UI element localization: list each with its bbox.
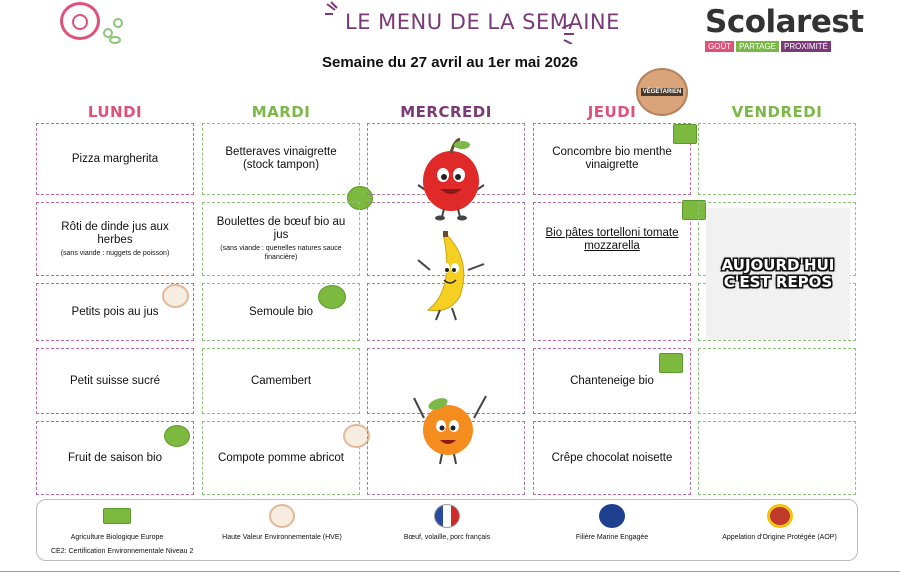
tagline-gout: GOÛT [705,41,734,52]
aop-icon [767,504,793,528]
brand-name: Scolarest [705,4,864,40]
ab-europe-icon [659,353,683,373]
bottom-divider [0,571,900,572]
dish-alternative: (sans viande : nuggets de poisson) [60,249,170,257]
menu-cell-jeudi-dessert [533,421,691,495]
menu-cell-jeudi-garniture [533,283,691,341]
dish-label: Petit suisse sucré [69,374,161,387]
ab-europe-icon [673,124,697,144]
menu-cell-jeudi-plat [533,202,691,276]
legend-label: Agriculture Biologique Europe [70,534,164,541]
ab-europe-icon [164,425,190,447]
day-header-mardi: MARDI [251,103,311,121]
menu-cell-lundi-plat [36,202,194,276]
legend-item-marine [547,504,677,541]
legend-label: Appelation d'Origine Protégée (AOP) [722,534,837,541]
dish-label: Boulettes de bœuf bio au jus [216,216,346,241]
legend-note: CE2: Certification Environnementale Niveau 2 [51,548,194,555]
legend-item-ab [47,508,187,541]
dish-label: Semoule bio [249,305,313,318]
hve-icon [343,424,370,448]
dish-label: Petits pois au jus [71,305,159,318]
menu-cell-lundi-fromage [36,348,194,414]
week-subtitle: Semaine du 27 avril au 1er mai 2026 [322,54,578,71]
day-header-jeudi: JEUDI [587,103,637,121]
school-seal-icon [60,2,100,40]
day-header-lundi: LUNDI [87,103,143,121]
dish-label: Bio pâtes tortelloni tomate mozzarella [545,227,679,252]
menu-cell-vendredi-4 [698,348,856,414]
dish-label: Camembert [250,374,312,387]
menu-cell-lundi-entree [36,123,194,195]
dish-label: Rôti de dinde jus aux herbes [61,220,169,246]
apple-mascot-icon [410,135,492,221]
leaf-doodle-icon [101,16,125,46]
repos-text: AUJOURD'HUI C'EST REPOS [721,256,835,291]
vegetarian-badge-label: VÉGÉTARIEN [642,89,682,95]
tagline-partage: PARTAGE [736,41,779,52]
day-header-mercredi: MERCREDI [400,103,492,121]
menu-cell-mardi-fromage [202,348,360,414]
dish-label: Betteraves vinaigrette [225,146,337,158]
hve-icon [162,284,189,308]
legend-item-aop [707,504,852,541]
orange-mascot-icon [406,388,492,468]
dish-alternative: (sans viande : quenelles natures sauce financière) [220,245,342,261]
title-sparkle-left-icon [323,0,347,22]
repos-banner [706,208,850,340]
menu-cell-mardi-dessert [202,421,360,495]
menu-cell-mardi-plat [202,202,360,276]
scolarest-logo [705,4,864,52]
dish-label: Fruit de saison bio [68,451,162,464]
menu-cell-jeudi-entree [533,123,691,195]
menu-cell-vendredi-5 [698,421,856,495]
dish-label: Compote pomme abricot [218,451,344,464]
legend-item-france [382,504,512,541]
dish-label: Crêpe chocolat noisette [551,451,673,464]
dish-label: Pizza margherita [71,152,159,165]
menu-cell-vendredi-1 [698,123,856,195]
tagline-proximite: PROXIMITÉ [781,41,831,52]
ab-europe-icon [103,508,131,524]
legend-label: Bœuf, volaille, porc français [403,534,491,541]
dish-note: (stock tampon) [242,159,320,171]
legend-item-hve [202,504,362,541]
legend-panel [36,499,858,561]
ab-europe-icon [318,285,346,309]
banana-mascot-icon [410,230,490,324]
marine-icon [599,504,625,528]
day-header-vendredi: VENDREDI [731,103,823,121]
legend-label: Haute Valeur Environnementale (HVE) [222,534,342,541]
dish-label: Concombre bio menthe vinaigrette [552,146,672,171]
france-icon [434,504,460,528]
page-title: LE MENU DE LA SEMAINE [345,10,620,34]
legend-label: Filière Marine Engagée [575,534,649,541]
menu-cell-mardi-entree [202,123,360,195]
hve-icon [269,504,295,528]
dish-label: Chanteneige bio [570,374,654,387]
